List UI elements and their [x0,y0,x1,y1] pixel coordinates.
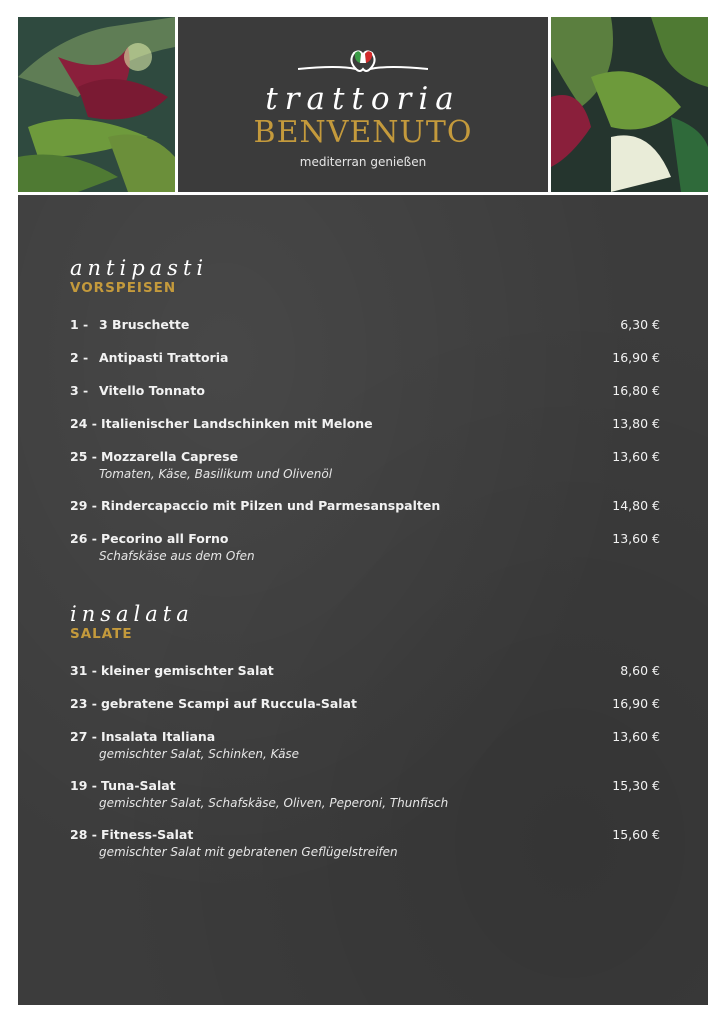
item-description: Schafskäse aus dem Ofen [99,549,255,563]
section-script-title: antipasti [70,256,209,280]
item-name: Rindercapaccio mit Pilzen und Parmesanspalten [100,498,441,513]
menu-item [70,447,660,482]
item-price: 15,30 € [612,778,660,793]
item-number: 28 - [70,827,97,842]
item-name: Insalata Italiana [100,729,216,744]
item-number: 27 - [70,729,97,744]
menu-item [70,727,660,762]
item-price: 14,80 € [612,498,660,513]
item-name: gebratene Scampi auf Ruccula-Salat [100,696,357,711]
item-number: 31 - [70,663,97,678]
item-name: Italienischer Landschinken mit Melone [100,416,373,431]
item-name: Pecorino all Forno [100,531,229,546]
item-name: kleiner gemischter Salat [100,663,274,678]
section-script-title: insalata [70,602,194,626]
restaurant-name: BENVENUTO [253,115,473,150]
item-name: Fitness-Salat [100,827,194,842]
restaurant-logo [178,17,548,192]
item-number: 24 - [70,416,97,431]
item-number: 26 - [70,531,97,546]
item-number: 2 - [70,350,89,365]
item-price: 8,60 € [620,663,660,678]
section-insalata [70,603,660,874]
item-price: 13,80 € [612,416,660,431]
menu-item [70,496,660,515]
item-price: 15,60 € [612,827,660,842]
menu-item [70,414,660,433]
item-name: Tuna-Salat [100,778,176,793]
item-number: 19 - [70,778,97,793]
item-number: 23 - [70,696,97,711]
item-price: 13,60 € [612,449,660,464]
menu-item [70,776,660,811]
section-title: VORSPEISEN [70,280,177,296]
item-price: 16,90 € [612,350,660,365]
menu-item [70,694,660,713]
item-number: 25 - [70,449,97,464]
item-price: 16,90 € [612,696,660,711]
item-description: Tomaten, Käse, Basilikum und Olivenöl [99,467,333,481]
item-price: 16,80 € [612,383,660,398]
menu-item [70,825,660,860]
brand-script-title: trattoria [265,81,461,117]
menu-item [70,315,660,334]
section-antipasti [70,257,660,578]
item-description: gemischter Salat, Schinken, Käse [99,747,300,761]
item-number: 3 - [70,383,89,398]
menu-item [70,661,660,680]
item-description: gemischter Salat mit gebratenen Geflügelstreifen [99,845,398,859]
menu-item [70,529,660,564]
item-name: Vitello Tonnato [99,383,205,398]
item-price: 6,30 € [620,317,660,332]
item-price: 13,60 € [612,729,660,744]
salad-photo-right [551,17,708,192]
menu-item [70,381,660,400]
menu-board [18,195,708,1005]
menu-item [70,348,660,367]
item-name: Mozzarella Caprese [100,449,239,464]
heart-flag-icon [298,39,428,79]
salad-photo-left [18,17,175,192]
item-price: 13,60 € [612,531,660,546]
menu-header [18,17,708,192]
section-title: SALATE [70,626,133,642]
item-name: 3 Bruschette [99,317,190,332]
item-name: Antipasti Trattoria [99,350,229,365]
item-number: 1 - [70,317,89,332]
tagline: mediterran genießen [299,155,427,169]
item-number: 29 - [70,498,97,513]
item-description: gemischter Salat, Schafskäse, Oliven, Peperoni, Thunfisch [99,796,449,810]
